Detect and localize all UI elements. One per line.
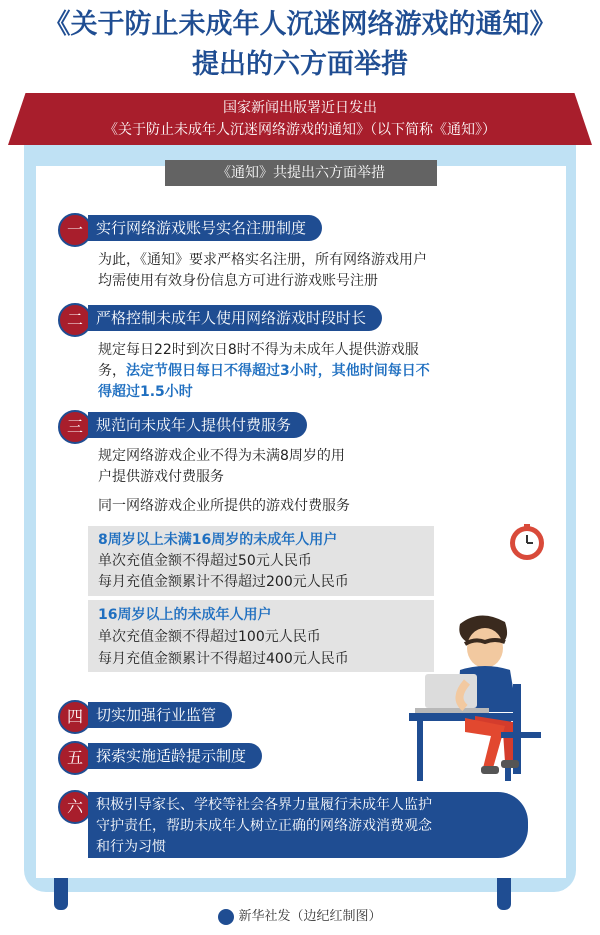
item-body-3-line3: 同一网络游戏企业所提供的游戏付费服务 — [98, 498, 350, 514]
item-body-3-line1: 规定网络游戏企业不得为未满8周岁的用 — [98, 448, 345, 464]
item-title-5: 探索实施适龄提示制度 — [88, 743, 262, 769]
item-body-2-line1: 规定每日22时到次日8时不得为未成年人提供游戏服 — [98, 342, 419, 358]
item-body-2-line3: 得超过1.5小时 — [98, 384, 193, 400]
item-title-1: 实行网络游戏账号实名注册制度 — [88, 215, 322, 241]
item-title-6-box — [88, 792, 528, 858]
item-number-6: 六 — [58, 790, 92, 824]
item-title-6-line3: 和行为习惯 — [96, 839, 166, 855]
payment-group-1-line2: 每月充值金额累计不得超过200元人民币 — [98, 574, 349, 590]
item-body-1-line1: 为此，《通知》要求严格实名注册，所有网络游戏用户 — [98, 252, 427, 268]
payment-group-2-line2: 每月充值金额累计不得超过400元人民币 — [98, 651, 349, 667]
item-title-6-line1: 积极引导家长、学校等社会各界力量履行未成年人监护 — [96, 797, 432, 813]
payment-group-1-heading: 8周岁以上未满16周岁的未成年人用户 — [98, 532, 338, 548]
item-title-4: 切实加强行业监管 — [88, 702, 232, 728]
item-body-3-line2: 户提供游戏付费服务 — [98, 469, 224, 485]
footer-credit — [0, 905, 600, 925]
item-title-6-line2: 守护责任，帮助未成年人树立正确的网络游戏消费观念 — [96, 818, 432, 834]
banner-line2: 《关于防止未成年人沉迷网络游戏的通知》（以下简称《通知》） — [104, 122, 496, 138]
item-number-5: 五 — [58, 741, 92, 775]
item-body-2-line2 — [98, 361, 430, 382]
banner-line1: 国家新闻出版署近日发出 — [223, 100, 377, 116]
payment-group-2-line1: 单次充值金额不得超过100元人民币 — [98, 629, 321, 645]
item-title-3: 规范向未成年人提供付费服务 — [88, 412, 307, 438]
student-laptop-illustration — [405, 612, 555, 792]
clock-icon — [508, 524, 546, 562]
page-title-line2: 提出的六方面举措 — [192, 49, 408, 80]
footer-text: 新华社发（边纪红制图） — [238, 909, 382, 924]
item-body-2-line2-highlight: 法定节假日每日不得超过3小时，其他时间每日不 — [126, 363, 430, 379]
subheading: 《通知》共提出六方面举措 — [165, 160, 437, 186]
item-number-3: 三 — [58, 410, 92, 444]
item-number-4: 四 — [58, 700, 92, 734]
xinhua-logo-icon — [218, 909, 234, 925]
item-number-2: 二 — [58, 303, 92, 337]
item-number-1: 一 — [58, 213, 92, 247]
item-body-1-line2: 均需使用有效身份信息方可进行游戏账号注册 — [98, 273, 378, 289]
payment-group-1-line1: 单次充值金额不得超过50元人民币 — [98, 553, 312, 569]
payment-group-2-heading: 16周岁以上的未成年人用户 — [98, 607, 272, 623]
page-title-line1: 《关于防止未成年人沉迷网络游戏的通知》 — [43, 9, 557, 40]
item-title-2: 严格控制未成年人使用网络游戏时段时长 — [88, 305, 382, 331]
item-body-2-line2-plain: 务， — [98, 363, 126, 379]
